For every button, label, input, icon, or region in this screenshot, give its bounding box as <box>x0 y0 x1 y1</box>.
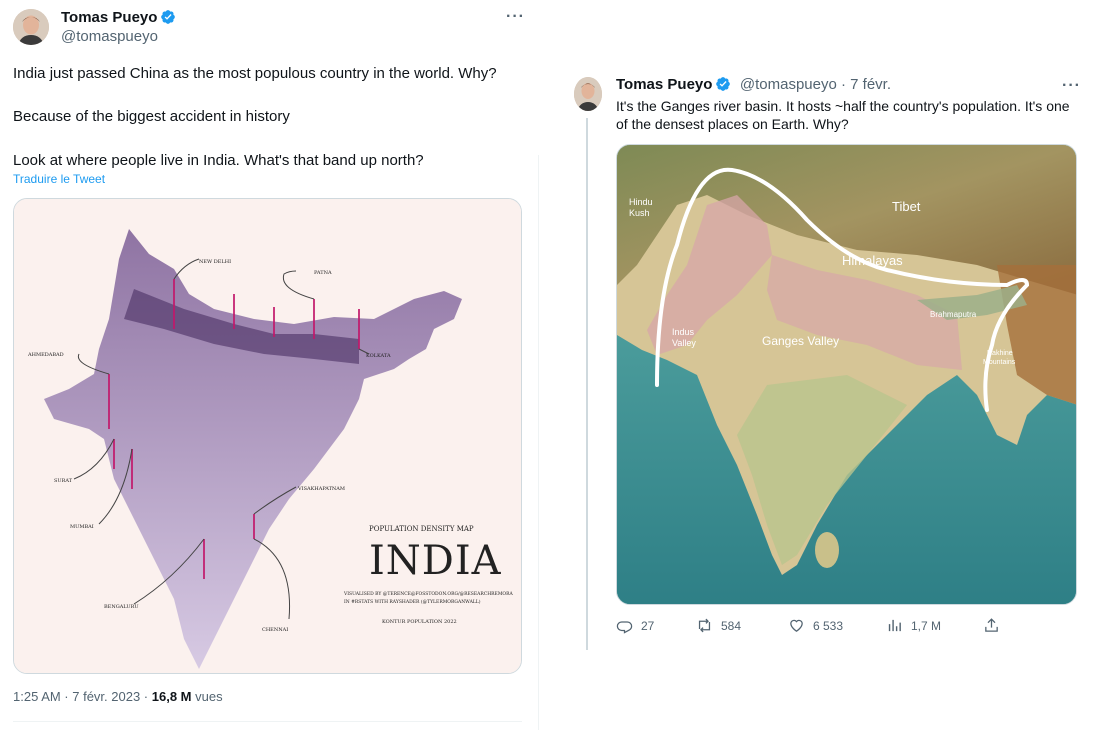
share-icon <box>983 617 1000 634</box>
retweet-icon <box>696 617 713 634</box>
city-label-visakhapatnam: VISAKHAPATNAM <box>298 486 346 492</box>
city-label-mumbai: MUMBAI <box>70 524 94 530</box>
city-label-patna: PATNA <box>314 270 332 276</box>
tweet-text: It's the Ganges river basin. It hosts ~half the country's population. It's one of the densest places on Earth. Why? <box>616 98 1070 132</box>
views-count: 1,7 M <box>911 618 942 633</box>
tweet-text-line: Look at where people live in India. What's that band up north? <box>13 152 424 169</box>
reply-button[interactable] <box>616 617 654 634</box>
more-options-icon[interactable]: ··· <box>1062 77 1081 94</box>
like-count: 6 533 <box>813 618 844 633</box>
map-credits-line-2: IN #RSTATS WITH RAYSHADER (@TYLERMORGANWALL) <box>344 600 481 605</box>
views-label: vues <box>191 689 223 704</box>
city-label-surat: SURAT <box>54 478 73 484</box>
author-handle[interactable]: @tomaspueyo <box>61 28 158 45</box>
map-title: INDIA <box>369 538 502 584</box>
analytics-icon <box>886 617 903 634</box>
more-options-icon[interactable]: ··· <box>506 8 525 25</box>
label-ganges-valley: Ganges Valley <box>762 334 840 348</box>
tweet-date[interactable]: · 7 févr. <box>836 76 892 93</box>
label-rakhine-mountains: Rakhine Mountains <box>983 350 1016 366</box>
relief-map-graphic <box>617 145 1077 605</box>
reply-icon <box>616 617 633 634</box>
avatar[interactable] <box>13 9 49 45</box>
label-brahmaputra: Brahmaputra <box>930 310 977 319</box>
reply-count: 27 <box>641 618 655 633</box>
views-button[interactable] <box>886 617 941 634</box>
tweet-timestamp[interactable]: 1:25 AM · 7 févr. 2023 · <box>13 689 152 704</box>
city-label-kolkata: KOLKATA <box>366 353 391 359</box>
retweet-button[interactable] <box>696 617 741 634</box>
avatar[interactable] <box>574 77 602 111</box>
tweet-text-line: Because of the biggest accident in history <box>13 108 290 125</box>
label-hindu-kush: Hindu Kush <box>629 197 653 218</box>
divider <box>13 721 522 722</box>
translate-tweet-link[interactable]: Traduire le Tweet <box>13 172 106 186</box>
author-name[interactable] <box>61 9 176 27</box>
heart-icon <box>788 617 805 634</box>
tweet-meta <box>13 689 223 704</box>
ganges-basin-map-image[interactable] <box>616 144 1077 605</box>
thread-line <box>586 118 588 650</box>
author-name-text[interactable]: Tomas Pueyo <box>61 9 158 26</box>
verified-badge-icon <box>715 76 731 92</box>
column-divider <box>538 155 539 730</box>
verified-badge-icon <box>160 9 176 25</box>
city-label-bengaluru: BENGALURU <box>104 604 139 610</box>
map-source: KONTUR POPULATION 2022 <box>382 619 457 625</box>
india-population-map-image[interactable] <box>13 198 522 674</box>
label-tibet: Tibet <box>892 199 921 214</box>
label-indus-valley: Indus Valley <box>672 327 696 348</box>
author-name[interactable]: Tomas Pueyo <box>616 76 713 93</box>
map-header: POPULATION DENSITY MAP <box>369 525 474 533</box>
india-map-graphic <box>14 199 522 674</box>
city-label-new-delhi: NEW DELHI <box>199 259 232 265</box>
map-credits-line-1: VISUALISED BY @TERENCE@FOSSTODON.ORG/@RESEARCHREMORA <box>344 592 513 597</box>
label-himalayas: Himalayas <box>842 253 903 268</box>
city-label-chennai: CHENNAI <box>262 627 289 633</box>
tweet-header <box>616 76 891 94</box>
share-button[interactable] <box>983 617 1000 634</box>
retweet-count: 584 <box>721 618 742 633</box>
like-button[interactable] <box>788 617 843 634</box>
author-handle[interactable]: @tomaspueyo <box>739 76 837 93</box>
tweet-text-line: India just passed China as the most populous country in the world. Why? <box>13 65 497 82</box>
views-count: 16,8 M <box>151 689 192 704</box>
city-label-ahmedabad: AHMEDABAD <box>28 352 64 358</box>
